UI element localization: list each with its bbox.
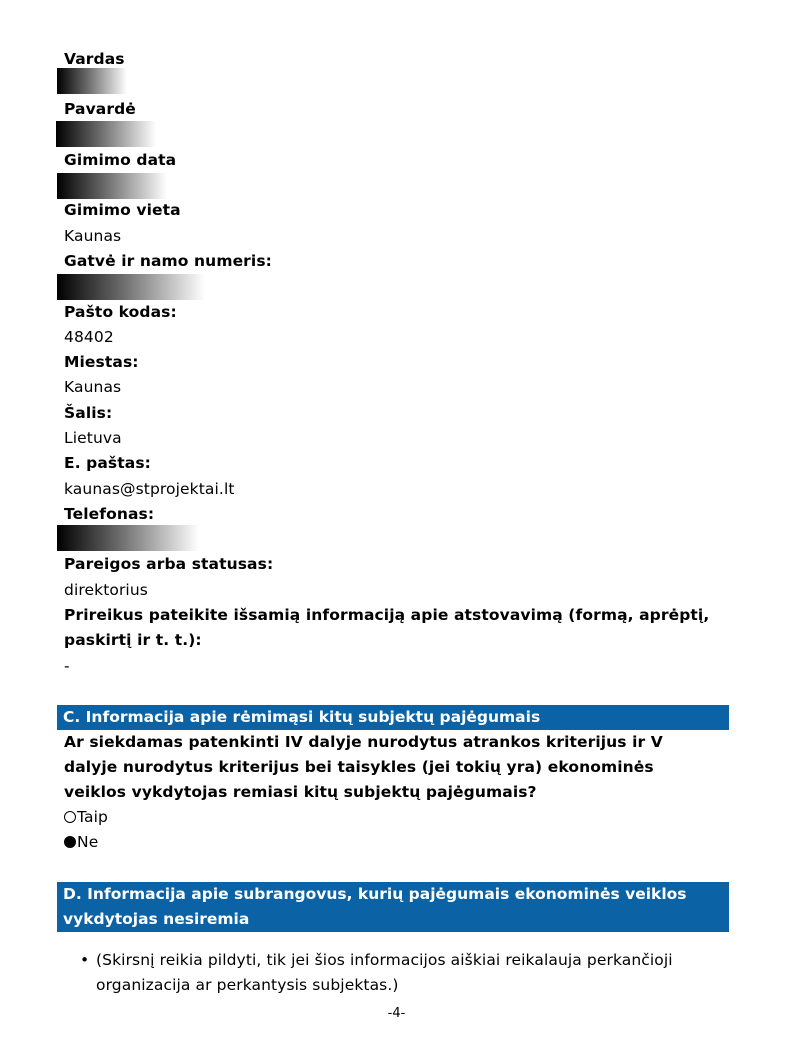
gimimo-vieta-label: Gimimo vieta <box>64 201 181 219</box>
option-ne[interactable] <box>64 832 98 852</box>
option-taip-label: Taip <box>77 808 108 826</box>
section-c-question-line3: veiklos vykdytojas remiasi kitų subjektų pajėgumais? <box>64 783 537 801</box>
section-d-note-line2: organizacija ar perkantysis subjektas.) <box>96 976 399 994</box>
section-d-title-line2: vykdytojas nesiremia <box>63 910 250 928</box>
pavarde-redacted <box>56 121 156 147</box>
gimimo-vieta-value: Kaunas <box>64 227 122 245</box>
radio-checked-icon[interactable] <box>64 836 76 848</box>
vardas-redacted <box>57 68 127 94</box>
telefonas-redacted <box>57 525 199 551</box>
section-c-header <box>57 705 729 730</box>
section-d-title-line1: D. Informacija apie subrangovus, kurių pajėgumais ekonominės veiklos <box>63 885 687 903</box>
pareigos-label: Pareigos arba statusas: <box>64 555 274 573</box>
radio-unchecked-icon[interactable] <box>64 811 76 823</box>
section-d-header <box>57 882 729 932</box>
vardas-label: Vardas <box>64 50 125 68</box>
section-d-note-line1: (Skirsnį reikia pildyti, tik jei šios informacijos aiškiai reikalauja perkančioji <box>96 951 673 969</box>
gatve-label: Gatvė ir namo numeris: <box>64 252 272 270</box>
salis-label: Šalis: <box>64 404 113 422</box>
section-c-question-line2: dalyje nurodytus kriterijus bei taisykles (jei tokių yra) ekonominės <box>64 758 654 776</box>
bullet-dot-icon: • <box>80 951 90 969</box>
page-number: -4- <box>387 1006 406 1021</box>
section-c-question-line1: Ar siekdamas patenkinti IV dalyje nurodytus atrankos kriterijus ir V <box>64 733 663 751</box>
pasto-kodas-value: 48402 <box>64 328 114 346</box>
miestas-value: Kaunas <box>64 378 122 396</box>
gatve-redacted <box>57 274 205 300</box>
section-c-title: C. Informacija apie rėmimąsi kitų subjektų pajėgumais <box>63 708 541 726</box>
pasto-kodas-label: Pašto kodas: <box>64 303 177 321</box>
miestas-label: Miestas: <box>64 353 139 371</box>
option-ne-label: Ne <box>77 833 99 851</box>
atstovavimas-label-line1: Prireikus pateikite išsamią informaciją apie atstovavimą (formą, aprėptį, <box>64 606 710 624</box>
option-taip[interactable] <box>64 807 108 827</box>
atstovavimas-value: - <box>64 657 70 675</box>
telefonas-label: Telefonas: <box>64 505 155 523</box>
salis-value: Lietuva <box>64 429 122 447</box>
epastas-value: kaunas@stprojektai.lt <box>64 480 235 498</box>
pareigos-value: direktorius <box>64 581 148 599</box>
epastas-label: E. paštas: <box>64 454 151 472</box>
pavarde-label: Pavardė <box>64 100 136 118</box>
atstovavimas-label-line2: paskirtį ir t. t.): <box>64 631 202 649</box>
gimimo-data-label: Gimimo data <box>64 151 177 169</box>
gimimo-data-redacted <box>57 173 167 199</box>
